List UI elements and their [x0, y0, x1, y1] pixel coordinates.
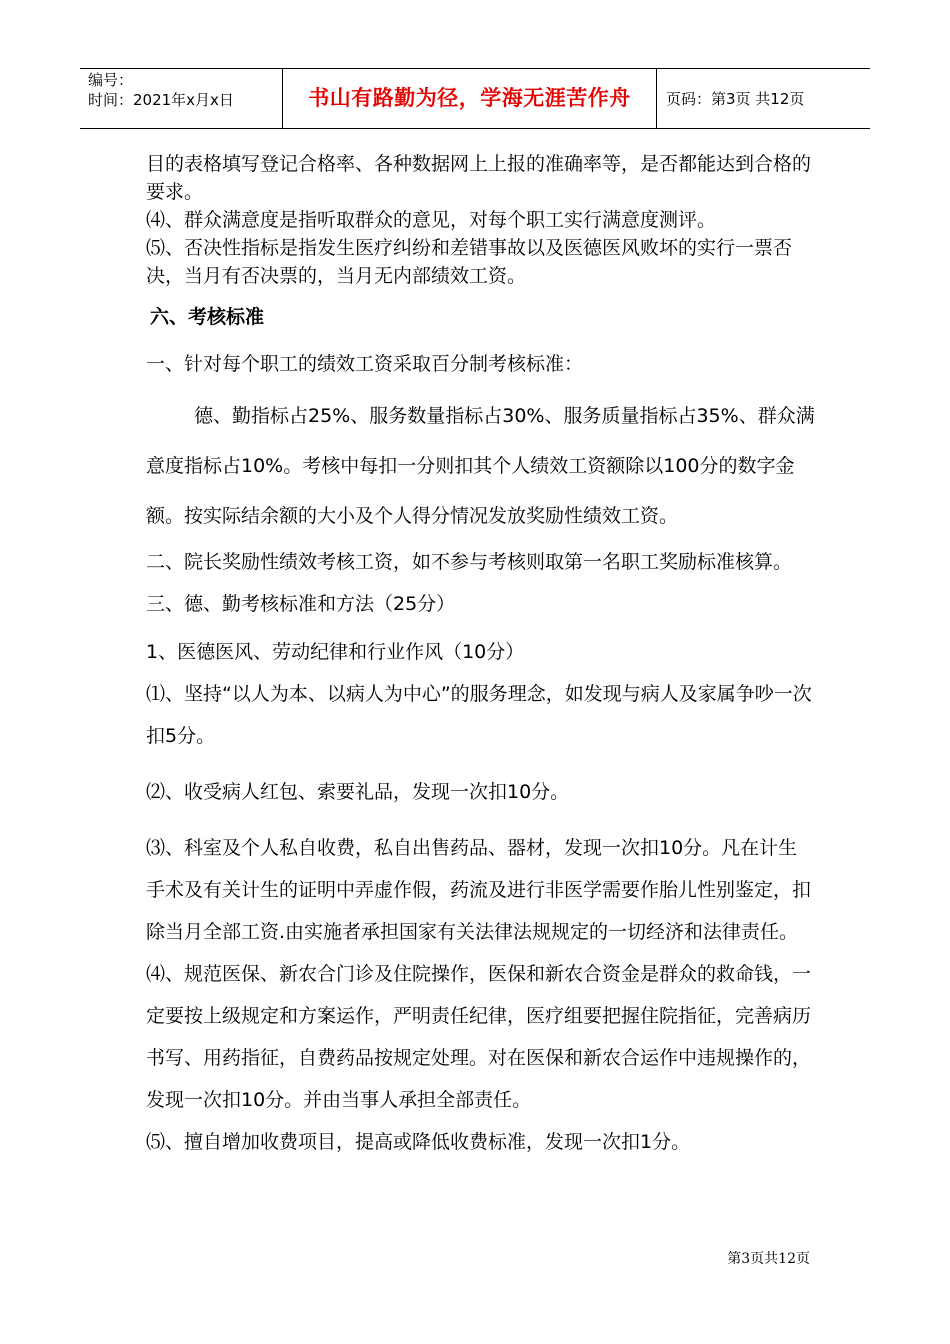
rule-5: ⑸、擅自增加收费项目，提高或降低收费标准，发现一次扣1分。 [146, 1131, 691, 1153]
header-time-label: 时间：2021年x月x日 [88, 91, 234, 109]
item-1-detail: 德、勤指标占25%、服务数量指标占30%、服务质量指标占35%、群众满意度指标占10%。考核中每扣一分则扣其个人绩效工资额除以100分的数字金额。按实际结余额的大小及个人得分情况发放奖励性绩效工资。 [146, 405, 815, 527]
rule-1: ⑴、坚持“以人为本、以病人为中心”的服务理念，如发现与病人及家属争吵一次扣5分。 [146, 683, 812, 747]
item-1: 一、针对每个职工的绩效工资采取百分制考核标准： [146, 353, 584, 375]
header-divider-right [656, 68, 657, 129]
header-meta [88, 70, 278, 110]
paragraph-2: ⑷、群众满意度是指听取群众的意见，对每个职工实行满意度测评。 [146, 209, 717, 231]
document-body [146, 150, 816, 1163]
header-motto: 书山有路勤为径，学海无涯苦作舟 [308, 86, 631, 110]
header-top-rule [80, 68, 870, 69]
footer-page-number: 第3页共12页 [727, 1251, 810, 1267]
header-number-label: 编号： [88, 71, 134, 89]
rule-4: ⑷、规范医保、新农合门诊及住院操作，医保和新农合资金是群众的救命钱，一定要按上级规定和方案运作，严明责任纪律，医疗组要把握住院指征，完善病历书写、用药指征，自费药品按规定处理。对在医保和新农合运作中违规操作的，发现一次扣10分。并由当事人承担全部责任。 [146, 963, 812, 1111]
sub-item-1: 1、医德医风、劳动纪律和行业作风（10分） [146, 641, 525, 663]
paragraph-3: ⑸、否决性指标是指发生医疗纠纷和差错事故以及医德医风败坏的实行一票否决，当月有否决票的，当月无内部绩效工资。 [146, 237, 793, 287]
item-3: 三、德、勤考核标准和方法（25分） [146, 593, 456, 615]
header-page-info: 页码：第3页 共12页 [666, 90, 805, 108]
rule-2: ⑵、收受病人红包、索要礼品，发现一次扣10分。 [146, 781, 570, 803]
rule-3: ⑶、科室及个人私自收费，私自出售药品、器材，发现一次扣10分。凡在计生手术及有关计生的证明中弄虚作假，药流及进行非医学需要作胎儿性别鉴定，扣除当月全部工资.由实施者承担国家有关法律法规规定的一切经济和法律责任。 [146, 837, 812, 943]
item-2: 二、院长奖励性绩效考核工资，如不参与考核则取第一名职工奖励标准核算。 [146, 551, 793, 573]
paragraph-1: 目的表格填写登记合格率、各种数据网上上报的准确率等，是否都能达到合格的要求。 [146, 153, 812, 203]
header-bottom-rule [80, 128, 870, 129]
section-heading-6: 六、考核标准 [150, 306, 265, 328]
